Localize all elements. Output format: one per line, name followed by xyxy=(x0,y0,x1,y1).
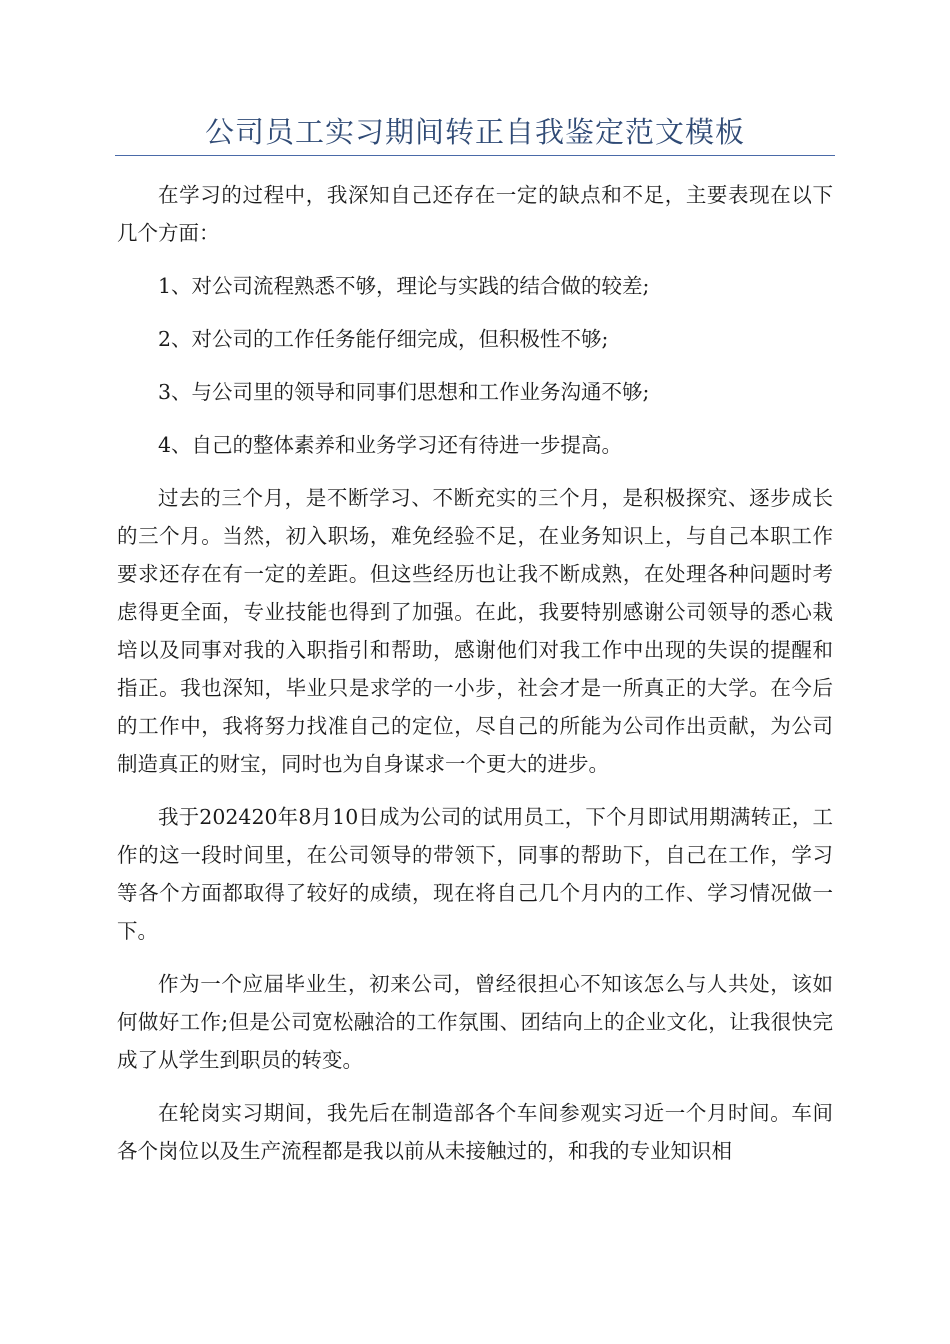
list-item-4: 4、自己的整体素养和业务学习还有待进一步提高。 xyxy=(158,433,623,457)
document-title: 公司员工实习期间转正自我鉴定范文模板 xyxy=(204,115,745,149)
list-item-1: 1、对公司流程熟悉不够，理论与实践的结合做的较差; xyxy=(158,274,650,298)
list-item-2: 2、对公司的工作任务能仔细完成，但积极性不够; xyxy=(158,327,609,351)
list-item-3: 3、与公司里的领导和同事们思想和工作业务沟通不够; xyxy=(158,380,650,404)
document-body xyxy=(117,176,833,1185)
paragraph-reflection: 过去的三个月，是不断学习、不断充实的三个月，是积极探究、逐步成长的三个月。当然，初入职场，难免经验不足，在业务知识上，与自己本职工作要求还存在有一定的差距。但这些经历也让我不断成熟，在处理各种问题时考虑得更全面，专业技能也得到了加强。在此，我要特别感谢公司领导的悉心栽培以及同事对我的入职指引和帮助，感谢他们对我工作中出现的失误的提醒和指正。我也深知，毕业只是求学的一小步，社会才是一所真正的大学。在今后的工作中，我将努力找准自己的定位，尽自己的所能为公司作出贡献，为公司制造真正的财宝，同时也为自身谋求一个更大的进步。 xyxy=(117,486,833,776)
title-underline xyxy=(115,155,835,156)
paragraph-rotation: 在轮岗实习期间，我先后在制造部各个车间参观实习近一个月时间。车间各个岗位以及生产流程都是我以前从未接触过的，和我的专业知识相 xyxy=(117,1101,833,1163)
paragraph-probation: 我于202420年8月10日成为公司的试用员工，下个月即试用期满转正，工作的这一段时间里，在公司领导的带领下，同事的帮助下，自己在工作，学习等各个方面都取得了较好的成绩，现在将自己几个月内的工作、学习情况做一下。 xyxy=(117,805,833,943)
paragraph-intro: 在学习的过程中，我深知自己还存在一定的缺点和不足，主要表现在以下几个方面： xyxy=(117,183,833,245)
paragraph-adaptation: 作为一个应届毕业生，初来公司，曾经很担心不知该怎么与人共处，该如何做好工作;但是公司宽松融洽的工作氛围、团结向上的企业文化，让我很快完成了从学生到职员的转变。 xyxy=(117,972,833,1072)
